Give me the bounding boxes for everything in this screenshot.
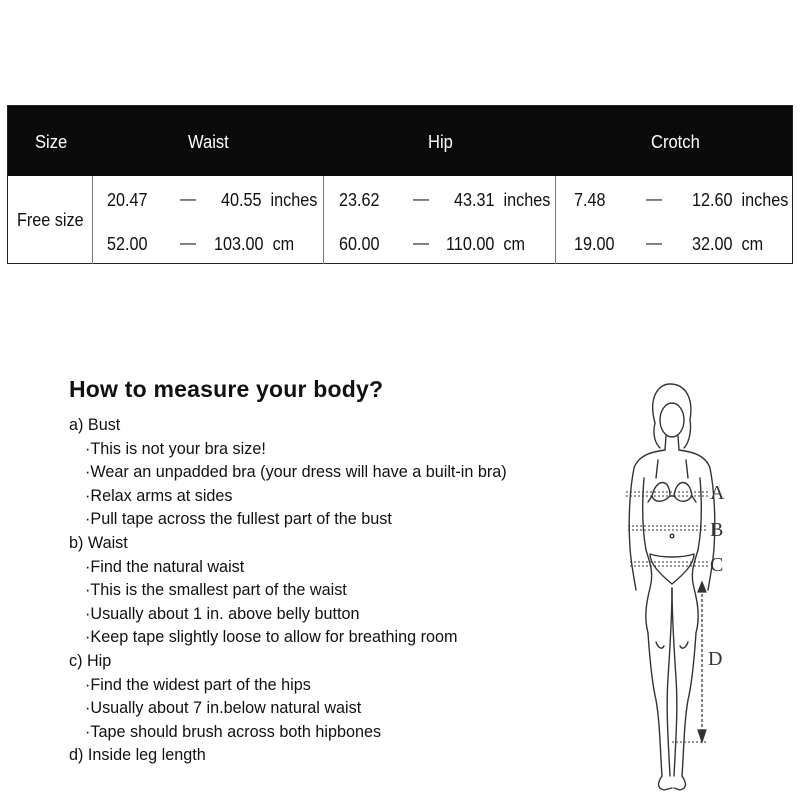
range-dash: — [646,235,662,252]
crotch-max-cm: 32.00 cm [692,234,764,254]
measurement-guide [69,414,507,768]
label-b: B [710,519,724,541]
list-item: ·Find the widest part of the hips [85,675,311,694]
hip-max-cm: 110.00 cm [446,234,525,254]
waist-heading: b) Waist [69,533,128,552]
list-item: ·Relax arms at sides [85,486,233,505]
range-dash: — [646,191,662,208]
body-outline-illustration [600,378,780,798]
row-label-free-size: Free size [17,210,84,230]
label-d: D [708,648,723,670]
column-divider [555,176,556,264]
body-measurement-figure [600,378,780,798]
bust-heading: a) Bust [69,416,121,434]
hip-heading: c) Hip [69,651,112,670]
label-c: C [710,554,724,576]
list-item: ·This is not your bra size! [85,439,266,458]
waist-min-cm: 52.00 [107,234,148,254]
hip-min-cm: 60.00 [339,234,380,254]
size-chart-table [7,105,793,264]
list-item: ·This is the smallest part of the waist [85,581,347,600]
column-divider [323,176,324,264]
list-item: ·Tape should brush across both hipbones [85,722,382,741]
table-header [8,106,792,176]
waist-max-inches: 40.55 inches [221,190,318,210]
header-size: Size [35,132,68,152]
header-crotch: Crotch [651,132,700,152]
crotch-min-cm: 19.00 [574,234,615,254]
hip-max-inches: 43.31 inches [454,190,551,210]
range-dash: — [180,191,196,208]
leg-heading: d) Inside leg length [69,746,206,765]
list-item: ·Pull tape across the fullest part of the bust [85,510,392,529]
hip-min-inches: 23.62 [339,190,380,210]
list-item: ·Keep tape slightly loose to allow for breathing room [85,628,458,647]
crotch-min-inches: 7.48 [574,190,606,210]
range-dash: — [180,235,196,252]
table-row [8,176,792,264]
header-hip: Hip [428,132,453,152]
list-item: ·Wear an unpadded bra (your dress will have a built-in bra) [85,463,507,482]
waist-min-inches: 20.47 [107,190,148,210]
waist-max-cm: 103.00 cm [214,234,295,254]
column-divider [92,176,93,264]
header-waist: Waist [188,132,229,152]
list-item: ·Usually about 7 in.below natural waist [85,699,362,718]
guide-title: How to measure your body? [69,376,384,402]
list-item: ·Usually about 1 in. above belly button [85,604,360,623]
range-dash: — [413,235,429,252]
label-a: A [710,482,725,504]
crotch-max-inches: 12.60 inches [692,190,789,210]
list-item: ·Find the natural waist [85,557,245,576]
range-dash: — [413,191,429,208]
